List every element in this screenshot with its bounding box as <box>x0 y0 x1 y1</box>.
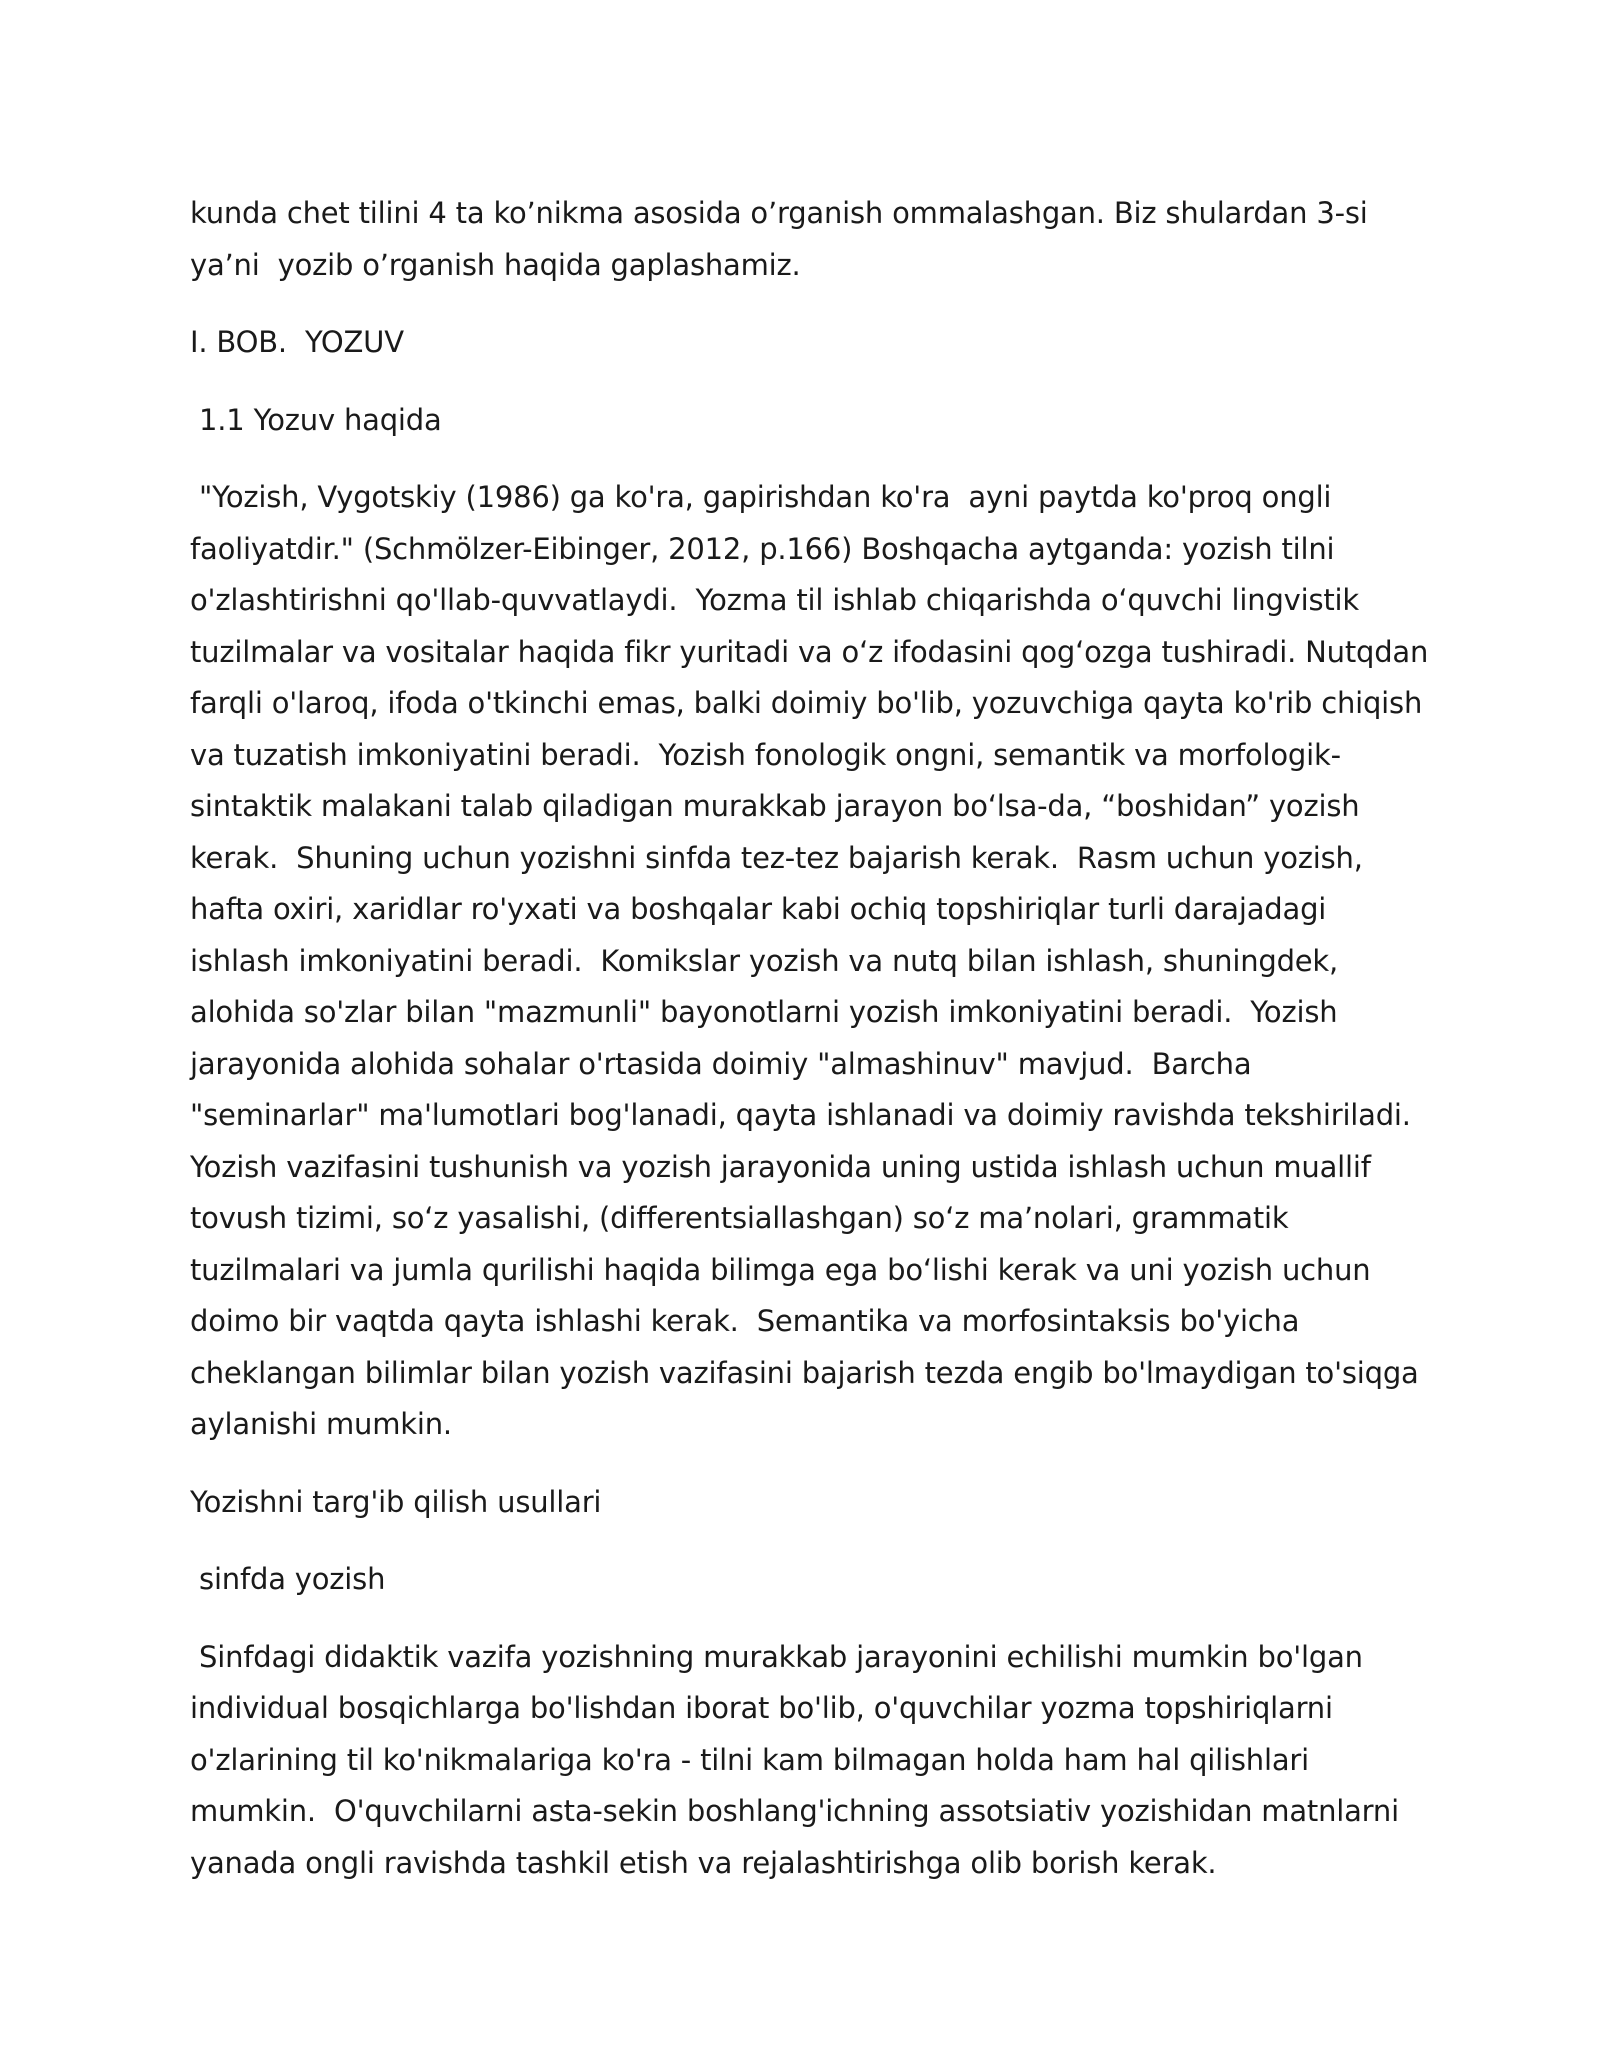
subsection-heading: sinfda yozish <box>190 1562 386 1596</box>
document-body <box>190 188 1438 1915</box>
chapter-heading: I. BOB. YOZUV <box>190 325 404 359</box>
methods-heading: Yozishni targ'ib qilish usullari <box>190 1484 602 1519</box>
section-body-paragraph: "Yozish, Vygotskiy (1986) ga ko'ra, gapirishdan ko'ra ayni paytda ko'proq ongli faoliyatdir." (Schmölzer-Eibinger, 2012, p.166) Boshqacha aytganda: yozish tilni o'zlashtirishni qo'llab-quvvatlaydi. Yozma til ishlab chiqarishda oʻquvchi lingvistik tuzilmalar va vositalar haqida fikr yuritadi va oʻz ifodasini qogʻozga tushiradi. Nutqdan farqli o'laroq, ifoda o'tkinchi emas, balki doimiy bo'lib, yozuvchiga qayta ko'rib chiqish va tuzatish imkoniyatini beradi. Yozish fonologik ongni, semantik va morfologik-sintaktik malakani talab qiladigan murakkab jarayon boʻlsa-da, “boshidan” yozish kerak. Shuning uchun yozishni sinfda tez-tez bajarish kerak. Rasm uchun yozish, hafta oxiri, xaridlar ro'yxati va boshqalar kabi ochiq topshiriqlar turli darajadagi ishlash imkoniyatini beradi. Komikslar yozish va nutq bilan ishlash, shuningdek, alohida so'zlar bilan "mazmunli" bayonotlarni yozish imkoniyatini beradi. Yozish jarayonida alohida sohalar o'rtasida doimiy "almashinuv" mavjud. Barcha "seminarlar" ma'lumotlari bog'lanadi, qayta ishlanadi va doimiy ravishda tekshiriladi. Yozish vazifasini tushunish va yozish jarayonida uning ustida ishlash uchun muallif tovush tizimi, soʻz yasalishi, (differentsiallashgan) soʻz ma’nolari, grammatik tuzilmalari va jumla qurilishi haqida bilimga ega boʻlishi kerak va uni yozish uchun doimo bir vaqtda qayta ishlashi kerak. Semantika va morfosintaksis bo'yicha cheklangan bilimlar bilan yozish vazifasini bajarish tezda engib bo'lmaydigan to'siqga aylanishi mumkin. <box>190 480 1438 1441</box>
subsection-body-paragraph: Sinfdagi didaktik vazifa yozishning murakkab jarayonini echilishi mumkin bo'lgan individual bosqichlarga bo'lishdan iborat bo'lib, o'quvchilar yozma topshiriqlarni o'zlarining til ko'nikmalariga ko'ra - tilni kam bilmagan holda ham hal qilishlari mumkin. O'quvchilarni asta-sekin boshlang'ichning assotsiativ yozishidan matnlarni yanada ongli ravishda tashkil etish va rejalashtirishga olib borish kerak. <box>190 1639 1408 1880</box>
intro-paragraph: kunda chet tilini 4 ta ko’nikma asosida o’rganish ommalashgan. Biz shulardan 3-si ya’ni yozib o’rganish haqida gaplashamiz. <box>190 196 1377 282</box>
section-heading: 1.1 Yozuv haqida <box>190 402 442 437</box>
